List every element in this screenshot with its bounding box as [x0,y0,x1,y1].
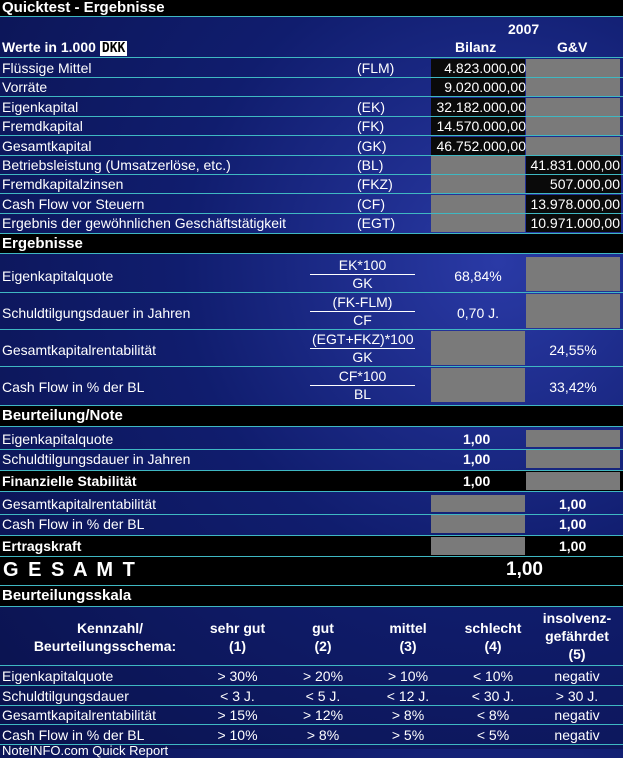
empty-cell [431,515,525,533]
ertragskraft-value: 1,00 [559,538,587,554]
input-abbr: (EK) [357,99,385,115]
skala-c1n: (1) [228,638,247,654]
ergebnis-label: Gesamtkapitalrentabilität [2,342,157,358]
input-label: Flüssige Mittel [2,60,92,76]
input-bilanz-value: 14.570.000,00 [436,118,526,134]
formula-denominator: GK [352,349,373,365]
empty-cell [526,78,620,96]
ertragskraft-row [0,536,623,556]
input-guv-value: 41.831.000,00 [530,157,620,173]
formula [310,368,415,403]
fs-label: Finanzielle Stabilität [2,473,137,489]
row-divider [0,685,623,686]
skala-c4n: (4) [484,638,502,654]
input-bilanz-value: 9.020.000,00 [444,79,526,95]
formula-numerator: CF*100 [310,368,415,386]
empty-cell [526,117,620,135]
row-divider [0,193,623,194]
skala-c3n: (3) [399,638,417,654]
empty-cell [526,257,620,291]
input-guv-value: 13.978.000,00 [530,196,620,212]
skala-value: < 5% [476,727,510,743]
fs-value: 1,00 [463,473,491,489]
empty-cell [431,368,525,402]
skala-row-label: Cash Flow in % der BL [2,727,145,743]
skala-row-label: Schuldtilgungsdauer [2,688,129,704]
skala-value: negativ [554,707,600,723]
skala-row-label: Gesamtkapitalrentabilität [2,707,157,723]
skala-c5a: insolvenz- [542,610,612,626]
empty-cell [431,175,525,193]
ergebnis-label: Schuldtilgungsdauer in Jahren [2,305,191,321]
skala-c2: gut [312,620,334,636]
currency-badge: DKK [101,41,126,56]
input-abbr: (FKZ) [357,176,393,192]
skala-value: > 5% [391,727,425,743]
skala-value: negativ [554,727,600,743]
input-abbr: (BL) [357,157,384,173]
empty-cell [431,537,525,555]
row-divider [0,724,623,725]
input-label: Cash Flow vor Steuern [2,196,145,212]
ergebnis-guv-value: 33,42% [549,379,597,395]
skala-value: > 10% [217,727,258,743]
finanzielle-stabilitaet-row [0,471,623,491]
input-abbr: (EGT) [357,215,396,231]
gesamt-row [0,557,623,585]
input-label: Betriebsleistung (Umsatzerlöse, etc.) [2,157,231,173]
title-bar [0,0,623,16]
row-divider [0,96,623,97]
input-abbr: (FLM) [357,60,395,76]
input-bilanz-value: 4.823.000,00 [444,60,526,76]
skala-value: > 20% [302,668,344,684]
formula-numerator: (EGT+FKZ)*100 [312,331,414,347]
formula-denominator: GK [352,275,373,291]
input-abbr: (FK) [357,118,385,134]
input-guv-value: 10.971.000,00 [530,215,620,231]
input-abbr: (CF) [357,196,385,212]
empty-cell [431,195,525,213]
input-label: Fremdkapitalzinsen [2,176,124,192]
skala-c5n: (5) [568,646,586,662]
beurteilung-ekq-label: Eigenkapitalquote [2,431,114,447]
empty-cell [526,450,620,468]
empty-cell [431,214,525,232]
empty-cell [526,430,620,447]
skala-schema: Beurteilungsschema: [33,638,177,654]
gesamt-value: 1,00 [506,559,543,580]
year-header: 2007 [508,21,540,37]
input-bilanz-value: 46.752.000,00 [436,138,526,154]
skala-kennzahl: Kennzahl/ [76,620,144,636]
ergebnis-guv-value: 24,55% [549,342,597,358]
skala-value: > 10% [387,668,429,684]
skala-header: Beurteilungsskala [2,587,132,604]
input-label: Eigenkapital [2,99,79,115]
row-divider [0,705,623,706]
skala-row-label: Eigenkapitalquote [2,668,114,684]
footer-text: NoteINFO.com Quick Report [2,743,169,758]
skala-value: < 12 J. [386,688,430,704]
skala-c5b: gefährdet [545,628,609,644]
formula-numerator: EK*100 [310,257,415,275]
input-label: Vorräte [2,79,48,95]
skala-value: > 12% [302,707,344,723]
beurteilung-cf-value: 1,00 [559,516,587,532]
beurteilung-gkr-label: Gesamtkapitalrentabilität [2,496,157,512]
row-divider [0,135,623,136]
skala-value: < 8% [476,707,510,723]
werte-label: Werte in 1.000 DKK [2,39,126,56]
skala-value: < 30 J. [471,688,515,704]
skala-value: < 10% [472,668,514,684]
input-label: Gesamtkapital [2,138,92,154]
input-label: Fremdkapital [2,118,83,134]
formula-denominator: CF [353,312,372,328]
row-divider [0,292,623,293]
skala-c1: sehr gut [209,620,266,636]
formula-denominator: BL [353,386,372,402]
input-label: Ergebnis der gewöhnlichen Geschäftstätigkeit [2,215,287,231]
skala-c3: mittel [389,620,427,636]
formula [310,294,415,329]
empty-cell [431,156,525,174]
ergebnis-label: Eigenkapitalquote [2,268,114,284]
ergebnisse-header-bar [0,234,623,253]
ergebnis-label: Cash Flow in % der BL [2,379,145,395]
skala-value: > 30 J. [555,688,599,704]
ergebnisse-header: Ergebnisse [2,235,83,252]
guv-header: G&V [557,39,588,55]
skala-c4: schlecht [464,620,522,636]
row-divider [0,329,623,330]
input-guv-value: 507.000,00 [549,176,620,192]
row-divider [0,366,623,367]
beurteilung-header-bar [0,406,623,426]
skala-c2n: (2) [314,638,332,654]
skala-value: negativ [554,668,600,684]
beurteilung-sd-value: 1,00 [463,451,491,467]
skala-value: > 15% [217,707,258,723]
ergebnis-bilanz-value: 0,70 J. [456,305,500,321]
ertragskraft-label: Ertragskraft [2,538,82,554]
ergebnis-bilanz-value: 68,84% [454,268,502,284]
bilanz-header: Bilanz [455,39,497,55]
empty-cell [526,472,620,490]
empty-cell [431,331,525,365]
formula-numerator: (FK-FLM) [310,294,415,312]
page-title: Quicktest - Ergebnisse [2,0,165,16]
beurteilung-header: Beurteilung/Note [2,407,123,424]
formula [310,331,415,366]
gesamt-label: G E S A M T [3,559,137,581]
empty-cell [526,59,620,77]
skala-header-bar [0,586,623,606]
empty-cell [526,98,620,116]
formula [310,257,415,292]
skala-value: > 30% [217,668,258,684]
input-bilanz-value: 32.182.000,00 [436,99,526,115]
input-abbr: (GK) [357,138,387,154]
empty-cell [431,495,525,512]
beurteilung-sd-label: Schuldtilgungsdauer in Jahren [2,451,191,467]
skala-value: < 5 J. [305,688,341,704]
skala-value: < 3 J. [220,688,255,704]
empty-cell [526,137,620,155]
skala-column-headers [0,608,623,668]
beurteilung-ekq-value: 1,00 [463,431,491,447]
beurteilung-cf-label: Cash Flow in % der BL [2,516,145,532]
skala-value: > 8% [306,727,340,743]
empty-cell [526,294,620,328]
skala-value: > 8% [391,707,425,723]
beurteilung-gkr-value: 1,00 [559,496,587,512]
